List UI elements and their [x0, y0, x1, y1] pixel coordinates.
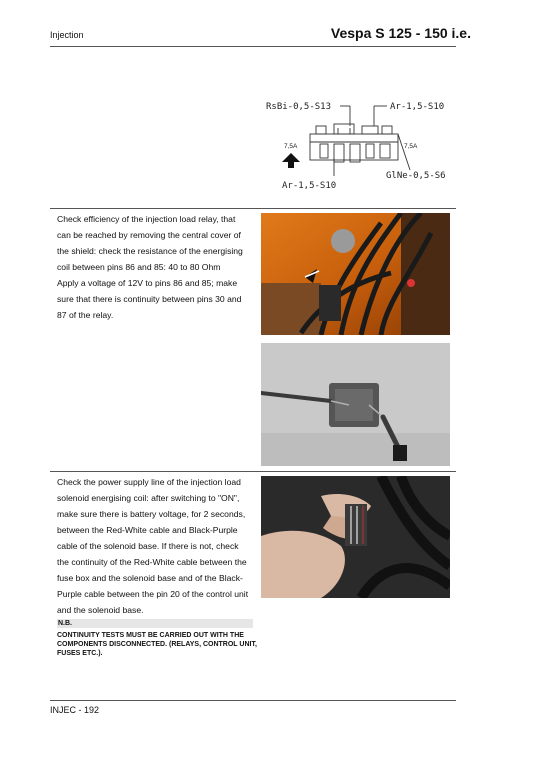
text-line: between the Red-White cable and Black-Purple — [57, 525, 238, 535]
text-line: sure that there is continuity between pins 30 and — [57, 294, 242, 304]
footer-rule — [50, 700, 456, 701]
text-line: coil between pins 86 and 85: 40 to 80 Ohm — [57, 262, 221, 272]
note-label: N.B. — [58, 620, 72, 627]
text-line: Apply a voltage of 12V to pins 86 and 85; make — [57, 278, 238, 288]
text-line: Check efficiency of the injection load relay, that — [57, 214, 236, 224]
diagram-label-top-left: RsBi-0,5-S13 — [266, 102, 332, 112]
text-line: make sure there is battery voltage, for 2 seconds, — [57, 509, 246, 519]
text-line: and the solenoid base. — [57, 605, 144, 615]
text-line: solenoid energising coil: after switching to "ON", — [57, 493, 240, 503]
text-line: fuse box and the solenoid base and of the Black- — [57, 573, 243, 583]
text-line: 87 of the relay. — [57, 310, 114, 320]
section-rule-1 — [50, 208, 456, 209]
solenoid-check-text — [57, 474, 255, 618]
header-section-label: Injection — [50, 30, 84, 40]
text-line: Check the power supply line of the injection load — [57, 477, 241, 487]
page-number: INJEC - 192 — [50, 705, 100, 715]
section-rule-2 — [50, 471, 456, 472]
diagram-fuse-right: 7,5A — [404, 143, 418, 150]
relay-check-text — [57, 211, 255, 323]
photo-relay-location — [261, 213, 450, 335]
arrow-up-icon — [282, 153, 300, 168]
note-text: CONTINUITY TESTS MUST BE CARRIED OUT WITH THE COMPONENTS DISCONNECTED. (RELAYS, CONTROL UNIT, FUSES ETC.). — [57, 632, 257, 657]
relay-wiring-diagram — [262, 98, 462, 193]
photo-solenoid-base — [261, 476, 450, 598]
text-line: Purple cable between the pin 20 of the control unit — [57, 589, 249, 599]
diagram-label-top-right: Ar-1,5-S10 — [390, 102, 445, 112]
diagram-fuse-left: 7,5A — [284, 143, 298, 150]
diagram-label-bottom-right: GlNe-0,5-S6 — [386, 171, 446, 181]
diagram-label-bottom-left: Ar-1,5-S10 — [282, 181, 337, 191]
text-line: can be reached by removing the central cover of — [57, 230, 241, 240]
note-bar — [57, 619, 253, 628]
photo-relay-test — [261, 343, 450, 466]
text-line: the shield: check the resistance of the energising — [57, 246, 243, 256]
text-line: cable of the solenoid base. If there is not, check — [57, 541, 239, 551]
text-line: the continuity of the Red-White cable between the — [57, 557, 247, 567]
header-rule — [50, 46, 456, 47]
header-title: Vespa S 125 - 150 i.e. — [330, 25, 471, 41]
